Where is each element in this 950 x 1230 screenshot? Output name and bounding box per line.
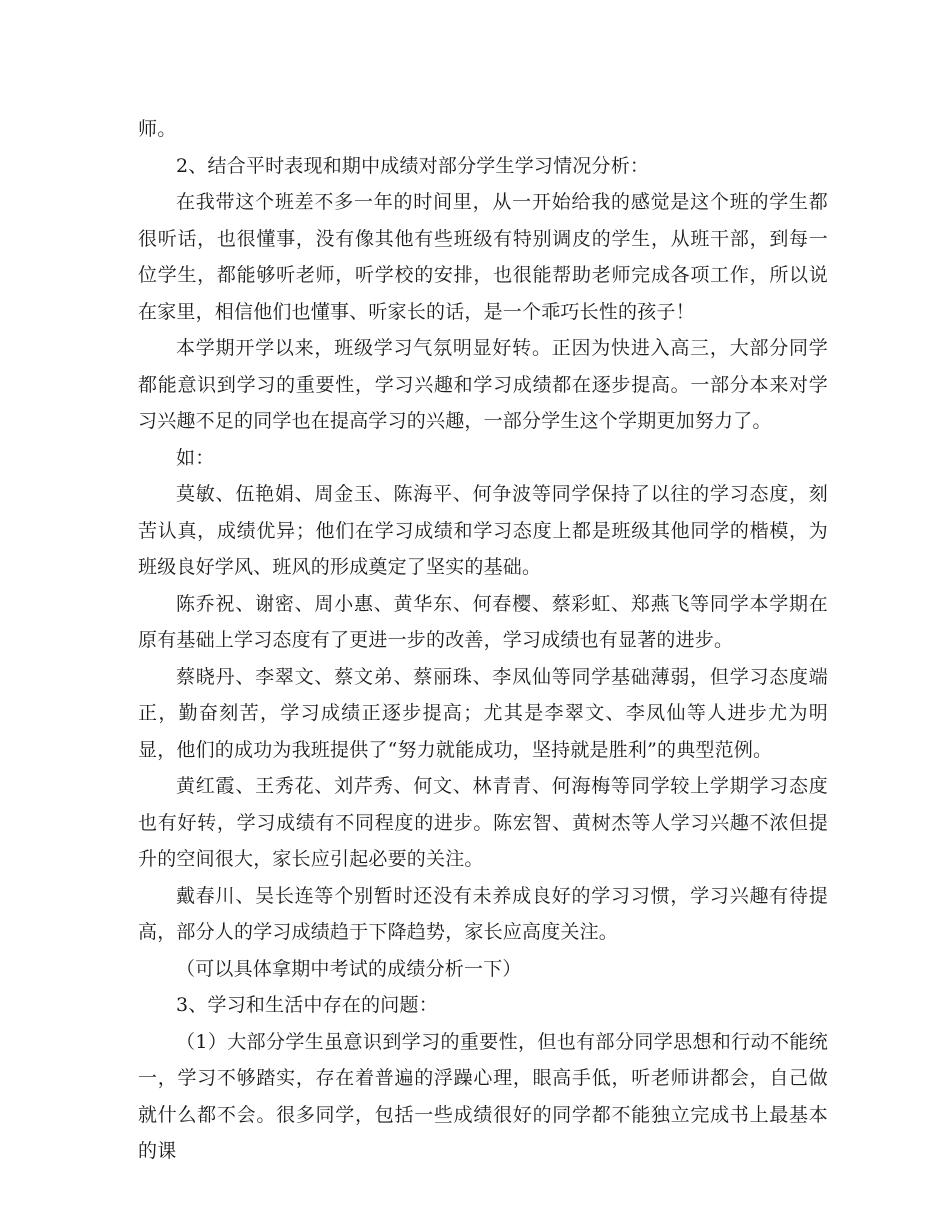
paragraph: 蔡晓丹、李翠文、蔡文弟、蔡丽珠、李凤仙等同学基础薄弱，但学习态度端正，勤奋刻苦，学习成绩正逐步提高；尤其是李翠文、李凤仙等人进步尤为明显，他们的成功为我班提供了“努力就能成功，坚持就是胜利”的典型范例。 xyxy=(138,665,828,761)
paragraph: 在我带这个班差不多一年的时间里，从一开始给我的感觉是这个班的学生都很听话，也很懂事，没有像其他有些班级有特别调皮的学生，从班干部，到每一位学生，都能够听老师，听学校的安排，也很能帮助老师完成各项工作，所以说在家里，相信他们也懂事、听家长的话，是一个乖巧长性的孩子！ xyxy=(138,191,828,323)
paragraph: 莫敏、伍艳娟、周金玉、陈海平、何争波等同学保持了以往的学习态度，刻苦认真，成绩优异；他们在学习成绩和学习态度上都是班级其他同学的楷模，为班级良好学风、班风的形成奠定了坚实的基础。 xyxy=(138,483,828,578)
paragraph: 如： xyxy=(176,446,215,469)
paragraph: （1）大部分学生虽意识到学习的重要性，但也有部分同学思想和行动不能统一，学习不够踏实，存在着普遍的浮躁心理，眼高手低，听老师讲都会，自己做就什么都不会。很多同学，包括一些成绩很好的同学都不能独立完成书上最基本的课 xyxy=(138,1030,828,1162)
document-body xyxy=(138,111,828,1170)
paragraph: 陈乔祝、谢密、周小惠、黄华东、何春樱、蔡彩虹、郑燕飞等同学本学期在原有基础上学习态度有了更进一步的改善，学习成绩也有显著的进步。 xyxy=(138,592,828,651)
paragraph-continuation: 师。 xyxy=(138,118,177,140)
section-heading-3: 3、学习和生活中存在的问题： xyxy=(176,994,438,1016)
paragraph: 戴春川、吴长连等个别暂时还没有未养成良好的学习习惯，学习兴趣有待提高，部分人的学习成绩趋于下降趋势，家长应高度关注。 xyxy=(138,884,828,943)
note-paragraph: （可以具体拿期中考试的成绩分析一下） xyxy=(176,957,522,980)
paragraph: 黄红霞、王秀花、刘芹秀、何文、林青青、何海梅等同学较上学期学习态度也有好转，学习成绩有不同程度的进步。陈宏智、黄树杰等人学习兴趣不浓但提升的空间很大，家长应引起必要的关注。 xyxy=(138,775,828,870)
paragraph: 本学期开学以来，班级学习气氛明显好转。正因为快进入高三，大部分同学都能意识到学习的重要性，学习兴趣和学习成绩都在逐步提高。一部分本来对学习兴趣不足的同学也在提高学习的兴趣，一部分学生这个学期更加努力了。 xyxy=(138,337,828,432)
section-heading-2: 2、结合平时表现和期中成绩对部分学生学习情况分析： xyxy=(176,154,650,177)
